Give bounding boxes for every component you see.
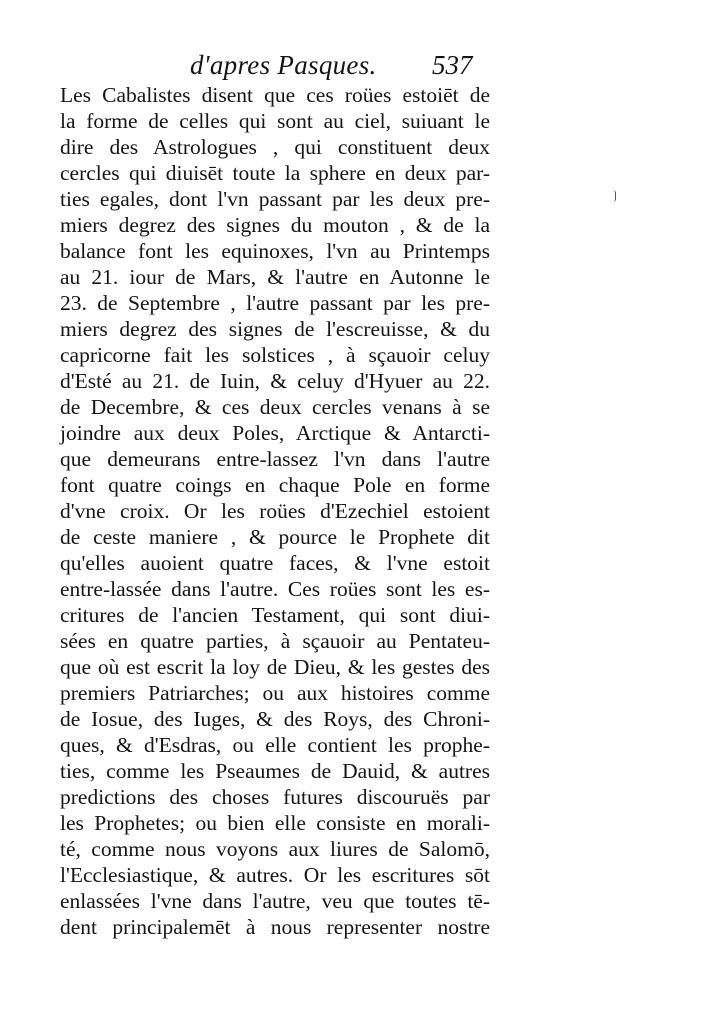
text-line: miers degrez des signes du mouton , & de la [60, 213, 490, 237]
text-line: l'Ecclesiastique, & autres. Or les escritures sōt [60, 863, 490, 887]
text-line: au 21. iour de Mars, & l'autre en Autonne le [60, 265, 490, 289]
text-line: predictions des choses futures discouruës par [60, 785, 490, 809]
text-line: de ceste maniere , & pource le Prophete dit [60, 525, 490, 549]
text-line: qu'elles auoient quatre faces, & l'vne estoit [60, 551, 490, 575]
text-line: d'vne croix. Or les roües d'Ezechiel estoient [60, 499, 490, 523]
text-line: sées en quatre parties, à sçauoir au Pentateu- [60, 629, 490, 653]
text-line: font quatre coings en chaque Pole en forme [60, 473, 490, 497]
text-line: ties, comme les Pseaumes de Dauid, & autres [60, 759, 490, 783]
text-line: dent principalemēt à nous representer nostre [60, 915, 490, 939]
text-line: ties egales, dont l'vn passant par les deux pre- [60, 187, 490, 211]
text-line: dire des Astrologues , qui constituent deux [60, 135, 490, 159]
text-line: 23. de Septembre , l'autre passant par les pre- [60, 291, 490, 315]
text-line: té, comme nous voyons aux liures de Salomō, [60, 837, 490, 861]
text-line: ques, & d'Esdras, ou elle contient les prophe- [60, 733, 490, 757]
text-line: de Iosue, des Iuges, & des Roys, des Chroni- [60, 707, 490, 731]
text-line: joindre aux deux Poles, Arctique & Antarcti- [60, 421, 490, 445]
page-number: 537 [432, 50, 473, 80]
body-text [60, 82, 490, 940]
text-line: miers degrez des signes de l'escreuisse, & du [60, 317, 490, 341]
running-head [190, 50, 490, 84]
text-line: critures de l'ancien Testament, qui sont diui- [60, 603, 490, 627]
text-line: capricorne fait les solstices , à sçauoir celuy [60, 343, 490, 367]
text-line: que demeurans entre-lassez l'vn dans l'autre [60, 447, 490, 471]
text-line: enlassées l'vne dans l'autre, veu que toutes tē- [60, 889, 490, 913]
margin-bracket-mark [613, 190, 616, 202]
text-line: premiers Patriarches; ou aux histoires comme [60, 681, 490, 705]
text-line: de Decembre, & ces deux cercles venans à se [60, 395, 490, 419]
text-line: la forme de celles qui sont au ciel, suiuant le [60, 109, 490, 133]
text-line: cercles qui diuisēt toute la sphere en deux par- [60, 161, 490, 185]
text-line: les Prophetes; ou bien elle consiste en morali- [60, 811, 490, 835]
text-line: entre-lassée dans l'autre. Ces roües sont les es- [60, 577, 490, 601]
running-title: d'apres Pasques. [190, 50, 377, 80]
text-line: d'Esté au 21. de Iuin, & celuy d'Hyuer au 22. [60, 369, 490, 393]
text-line: que où est escrit la loy de Dieu, & les gestes des [60, 655, 490, 679]
text-line: balance font les equinoxes, l'vn au Printemps [60, 239, 490, 263]
text-line: Les Cabalistes disent que ces roües estoiēt de [60, 83, 490, 107]
